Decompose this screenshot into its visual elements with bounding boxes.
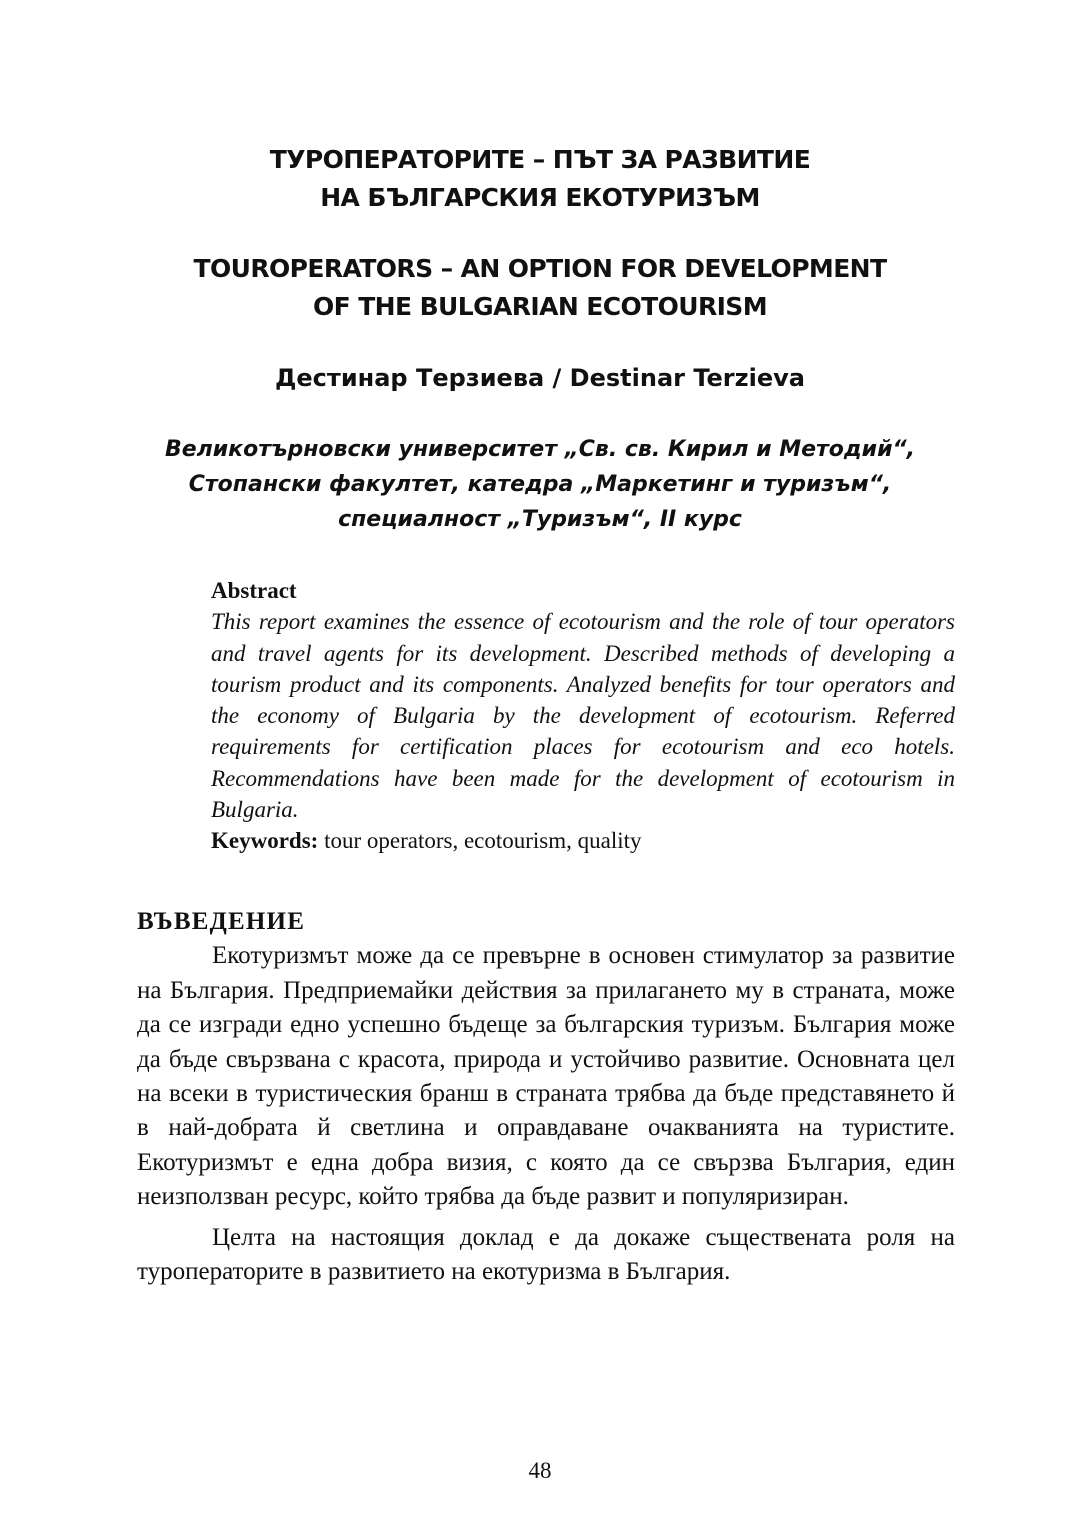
introduction-heading: ВЪВЕДЕНИЕ [137,908,306,935]
title-english [0,250,1080,326]
introduction-section [137,905,955,1289]
title-bulgarian-line: ТУРОПЕРАТОРИТЕ – ПЪТ ЗА РАЗВИТИЕ [269,145,811,174]
affiliation-line: специалност „Туризъм“, II курс [338,507,742,532]
title-english-line: OF THE BULGARIAN ECOTOURISM [313,292,767,321]
title-english-line: TOUROPERATORS – AN OPTION FOR DEVELOPMENT [193,254,887,283]
title-bulgarian-line: НА БЪЛГАРСКИЯ ЕКОТУРИЗЪМ [320,183,760,212]
keywords-line [211,825,955,856]
affiliation-line: Великотърновски университет „Св. св. Кирил и Методий“, [164,437,916,462]
keywords-label: Keywords: [211,828,319,854]
page-number: 48 [528,1458,552,1483]
title-bulgarian [0,141,1080,217]
body-paragraph: Целта на настоящия доклад е да докаже съществената роля на туроператорите в развитието на екотуризма в България. [137,1223,955,1286]
body-paragraph: Екотуризмът може да се превърне в основен стимулатор за развитие на България. Предприемайки действия за прилагането му в страната, може да се изгради едно успешно бъдеще за българския туризъм. България може да бъде свързвана с красота, природа и устойчиво развитие. Основната цел на всеки в туристическия бранш в страната трябва да бъде представянето й в най-добрата й светлина и оправдаване очакванията на туристите. Екотуризмът е една добра визия, с която да се свързва България, един неизползван ресурс, който трябва да бъде развит и популяризиран. [137,942,955,1211]
affiliation-line: Стопански факултет, катедра „Маркетинг и туризъм“, [188,472,892,497]
abstract-section [211,575,955,857]
keywords-values: tour operators, ecotourism, quality [318,828,642,854]
affiliation [0,432,1080,537]
abstract-text: This report examines the essence of ecotourism and the role of tour operators and travel agents for its development. Described methods of developing a tourism product and its components. Analyzed benefits for tour operators and the economy of Bulgaria by the development of ecotourism. Referred requirements for certification places for ecotourism and eco hotels. Recommendations have been made for the development of ecotourism in Bulgaria. [211,609,955,823]
author-line: Дестинар Терзиева / Destinar Terzieva [275,364,805,392]
abstract-heading: Abstract [211,578,297,603]
